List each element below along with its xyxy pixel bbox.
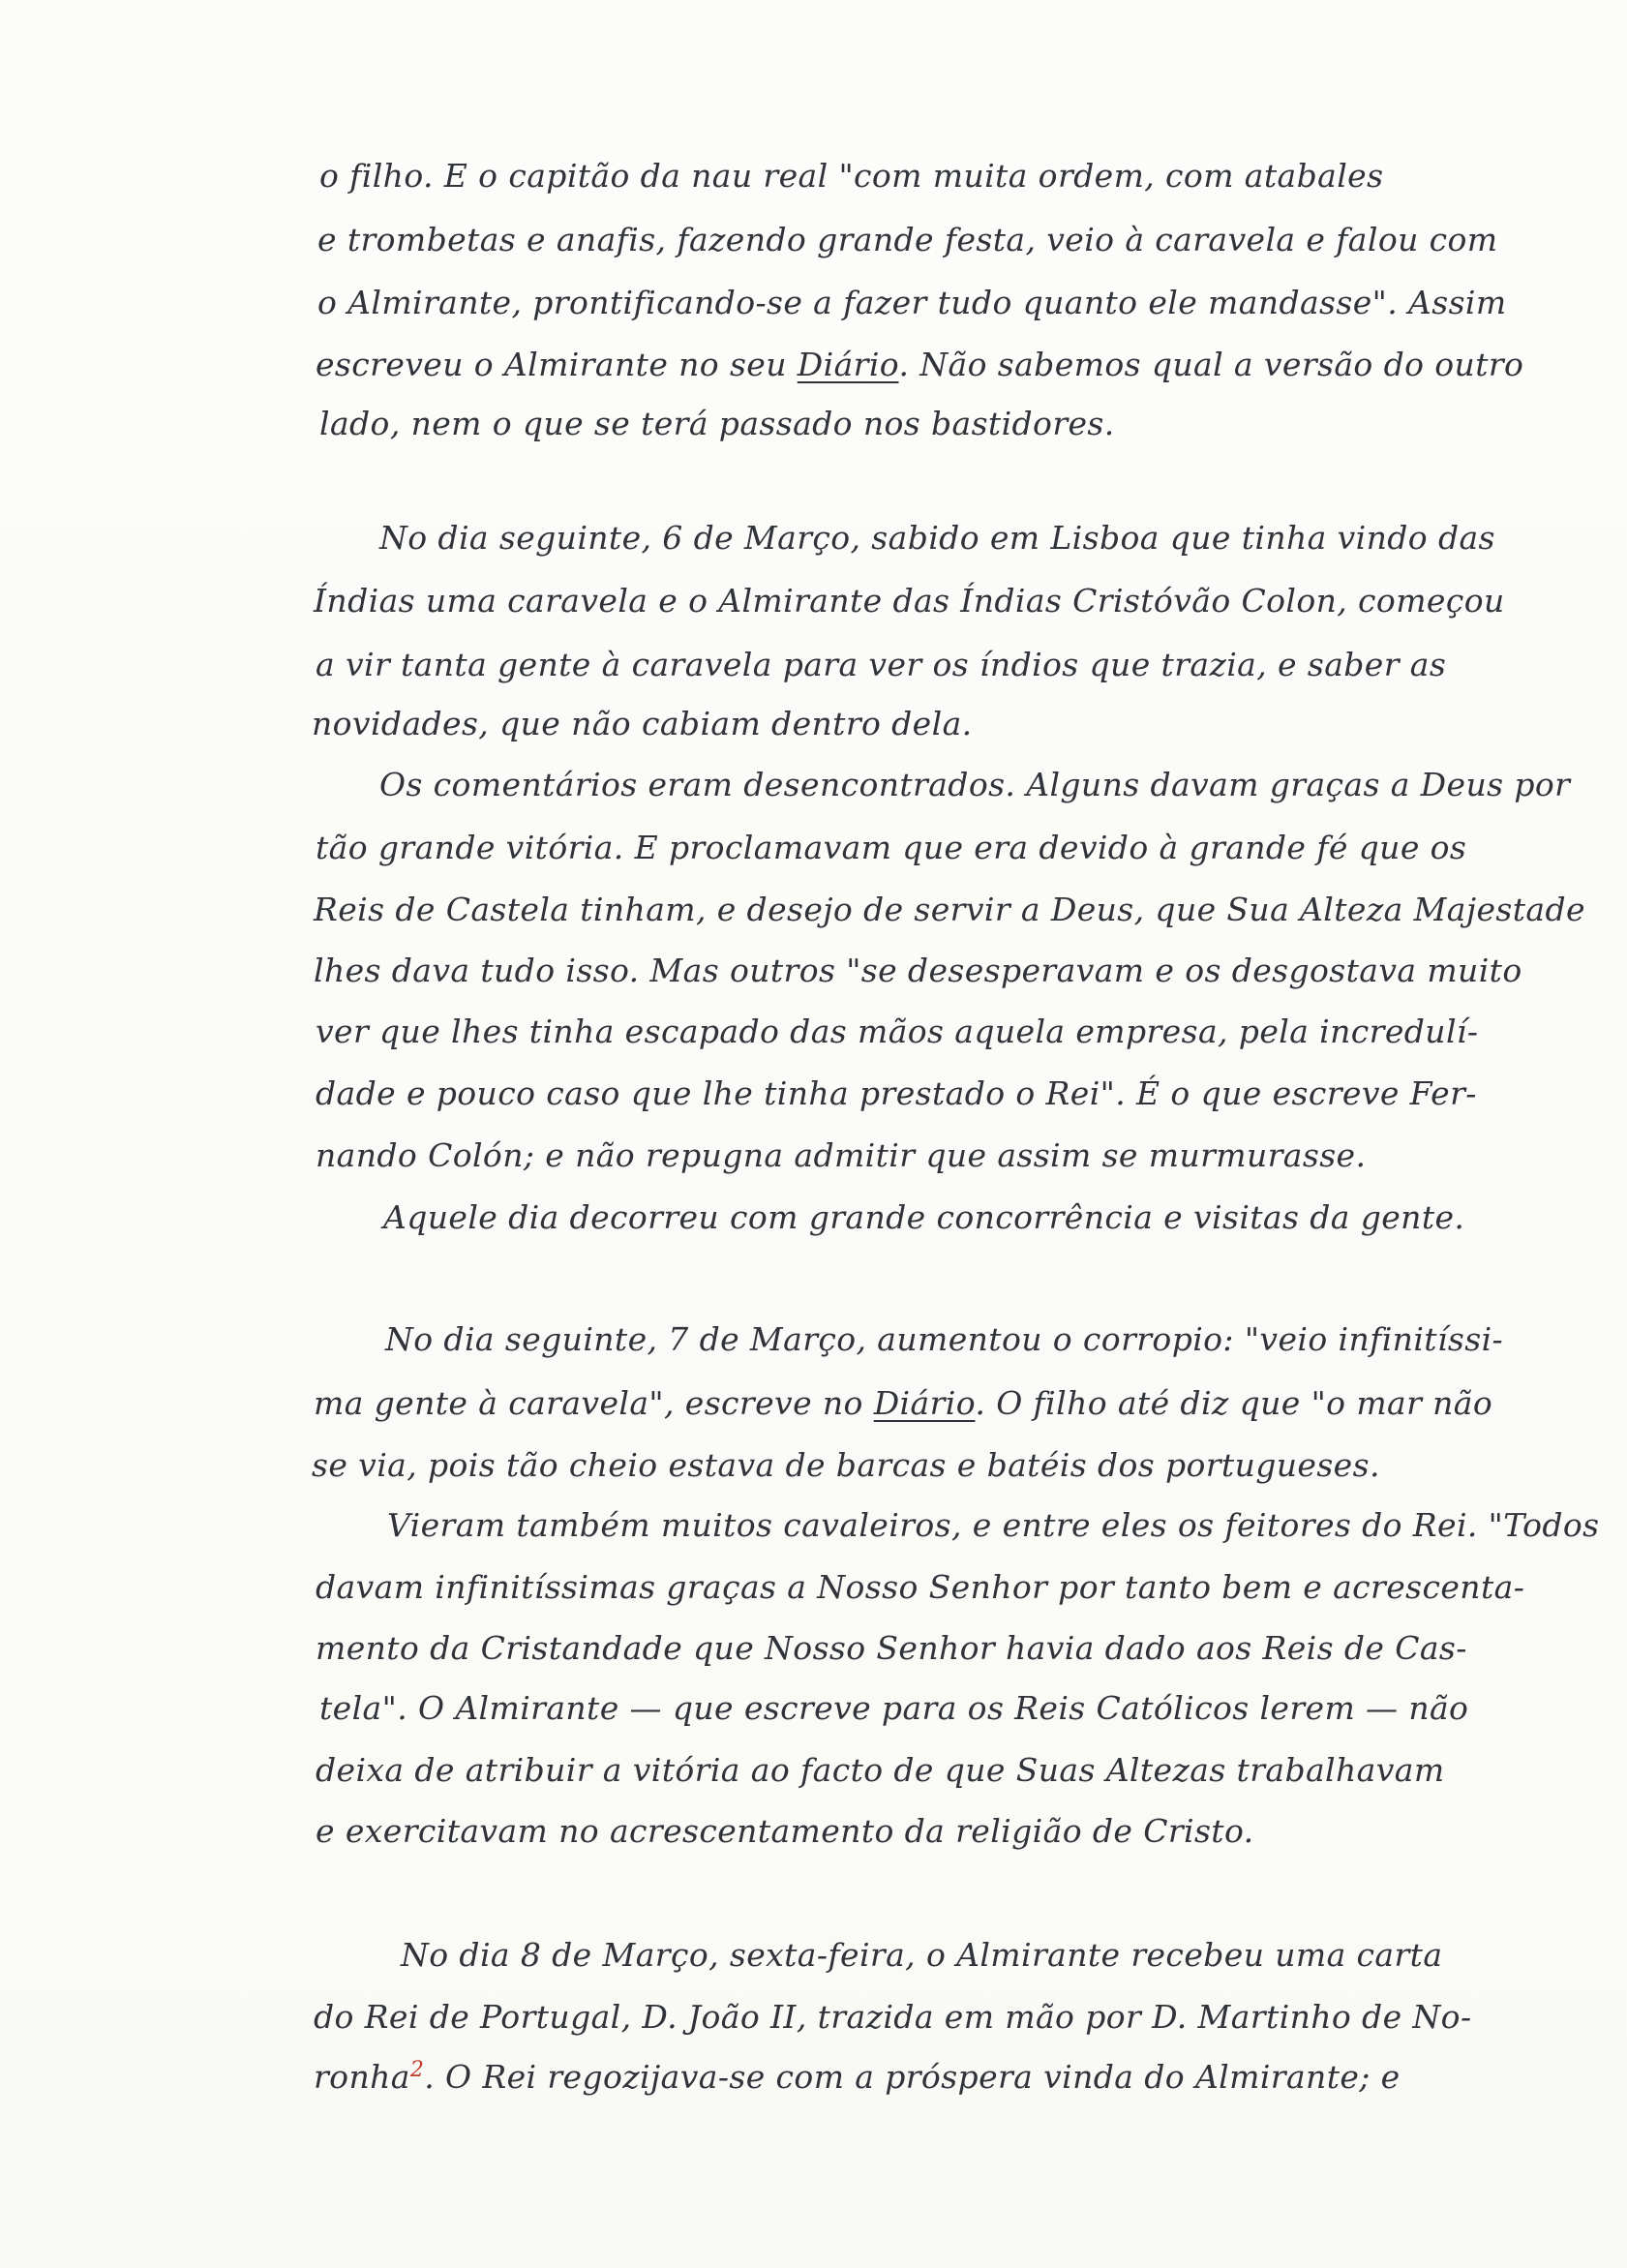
- line: se via, pois tão cheio estava de barcas e batéis dos portugueses.: [312, 1446, 1380, 1484]
- line: davam infinitíssimas graças a Nosso Senhor por tanto bem e acrescenta-: [316, 1568, 1525, 1606]
- line: o Almirante, prontificando-se a fazer tudo quanto ele mandasse". Assim: [317, 284, 1507, 321]
- line: Vieram também muitos cavaleiros, e entre eles os feitores do Rei. "Todos: [387, 1506, 1600, 1544]
- line: ma gente à caravela", escreve no Diário. O filho até diz que "o mar não: [314, 1384, 1493, 1422]
- line: mento da Cristandade que Nosso Senhor havia dado aos Reis de Cas-: [316, 1629, 1467, 1667]
- line: a vir tanta gente à caravela para ver os índios que trazia, e saber as: [316, 646, 1447, 683]
- line: lhes dava tudo isso. Mas outros "se desesperavam e os desgostava muito: [314, 952, 1522, 989]
- line: No dia 8 de Março, sexta-feira, o Almirante recebeu uma carta: [401, 1936, 1443, 1974]
- line: Reis de Castela tinham, e desejo de servir a Deus, que Sua Alteza Majestade: [314, 891, 1585, 928]
- line: ver que lhes tinha escapado das mãos aquela empresa, pela incredulí-: [316, 1013, 1479, 1050]
- line: Os comentários eram desencontrados. Alguns davam graças a Deus por: [379, 766, 1571, 803]
- line: lado, nem o que se terá passado nos bastidores.: [319, 405, 1115, 442]
- line: escreveu o Almirante no seu Diário. Não sabemos qual a versão do outro: [316, 346, 1524, 383]
- line: e exercitavam no acrescentamento da religião de Cristo.: [316, 1812, 1254, 1850]
- line: tão grande vitória. E proclamavam que era devido à grande fé que os: [316, 829, 1467, 866]
- line: dade e pouco caso que lhe tinha prestado o Rei". É o que escreve Fer-: [316, 1074, 1477, 1112]
- line: No dia seguinte, 6 de Março, sabido em Lisboa que tinha vindo das: [379, 519, 1495, 557]
- line: tela". O Almirante — que escreve para os Reis Católicos lerem — não: [319, 1689, 1469, 1727]
- line: e trombetas e anafis, fazendo grande festa, veio à caravela e falou com: [317, 221, 1498, 258]
- line: No dia seguinte, 7 de Março, aumentou o corropio: "veio infinitíssi-: [385, 1320, 1504, 1358]
- line: o filho. E o capitão da nau real "com muita ordem, com atabales: [319, 157, 1384, 195]
- line: ronha$^2$. O Rei regozijava-se com a próspera vinda do Almirante; e: [314, 2058, 1401, 2096]
- diario-underlined: Diário: [873, 1384, 976, 1422]
- line: deixa de atribuir a vitória ao facto de que Suas Altezas trabalhavam: [316, 1751, 1445, 1789]
- line: novidades, que não cabiam dentro dela.: [312, 705, 973, 742]
- line: Aquele dia decorreu com grande concorrência e visitas da gente.: [383, 1198, 1465, 1236]
- footnote-marker: 2: [409, 2058, 425, 2082]
- diario-underlined: Diário: [797, 346, 899, 383]
- line: Índias uma caravela e o Almirante das Índias Cristóvão Colon, começou: [314, 582, 1505, 620]
- line: nando Colón; e não repugna admitir que assim se murmurasse.: [316, 1136, 1367, 1174]
- line: do Rei de Portugal, D. João II, trazida em mão por D. Martinho de No-: [314, 1998, 1472, 2036]
